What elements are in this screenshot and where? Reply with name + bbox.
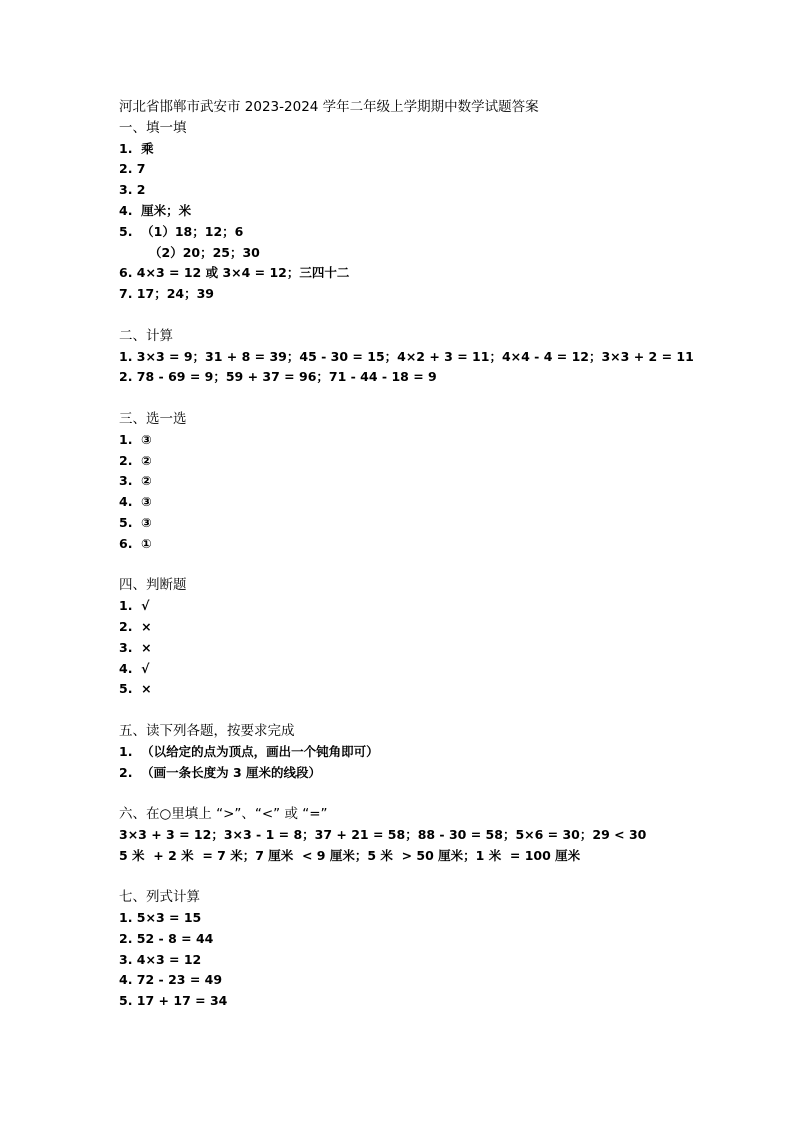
answer-line: 2. （画一条长度为 3 厘米的线段） <box>119 764 322 780</box>
answer-line: 4. 72 - 23 = 49 <box>119 972 223 988</box>
answer-line: 2. ② <box>119 452 152 468</box>
answer-line: 5. （1）18；12；6 <box>119 223 244 239</box>
answer-line: 1. 3×3 = 9；31 + 8 = 39；45 - 30 = 15；4×2 + 3 = 11；4×4 - 4 = 12；3×3 + 2 = 11 <box>119 348 694 364</box>
section-spacer <box>119 700 739 721</box>
section-heading-read-and-complete: 五、读下列各题，按要求完成 <box>119 722 295 739</box>
answer-document <box>119 97 739 1012</box>
answer-line: 5 米 + 2 米 = 7 米；7 厘米 < 9 厘米；5 米 > 50 厘米；1 米 = 100 厘米 <box>119 847 581 863</box>
answer-line: 5. 17 + 17 = 34 <box>119 993 228 1009</box>
answer-line: （2）20；25；30 <box>149 244 260 260</box>
document-title: 河北省邯郸市武安市 2023-2024 学年二年级上学期期中数学试题答案 <box>119 99 539 115</box>
answer-line: 5. ③ <box>119 514 152 530</box>
answer-line: 2. 78 - 69 = 9；59 + 37 = 96；71 - 44 - 18 = 9 <box>119 369 437 385</box>
answer-line: 2. 7 <box>119 161 146 177</box>
section-heading-fill-in: 一、填一填 <box>119 119 187 136</box>
answer-line: 1. 5×3 = 15 <box>119 910 202 926</box>
answer-line: 1. （以给定的点为顶点，画出一个钝角即可） <box>119 743 379 759</box>
answer-line: 3. ② <box>119 473 152 489</box>
answer-line: 2. × <box>119 618 152 634</box>
section-spacer <box>119 305 739 326</box>
answer-line: 5. × <box>119 681 152 697</box>
section-heading-calculate: 二、计算 <box>119 327 173 344</box>
answer-line: 7. 17；24；39 <box>119 286 214 302</box>
section-heading-equation: 七、列式计算 <box>119 889 200 906</box>
answer-line: 4. ③ <box>119 494 152 510</box>
answer-line: 3×3 + 3 = 12；3×3 - 1 = 8；37 + 21 = 58；88 - 30 = 58；5×6 = 30；29 < 30 <box>119 826 647 842</box>
section-spacer <box>119 783 739 804</box>
answer-line: 1. ③ <box>119 431 152 447</box>
answer-line: 4. √ <box>119 660 150 676</box>
answer-line: 1. √ <box>119 598 150 614</box>
section-heading-true-false: 四、判断题 <box>119 577 187 594</box>
section-spacer <box>119 555 739 576</box>
answer-line: 6. ① <box>119 535 152 551</box>
answer-line: 3. 4×3 = 12 <box>119 951 202 967</box>
answer-line: 3. × <box>119 639 152 655</box>
answer-line: 6. 4×3 = 12 或 3×4 = 12；三四十二 <box>119 265 350 281</box>
answer-line: 1. 乘 <box>119 140 154 156</box>
section-spacer <box>119 866 739 887</box>
answer-line: 3. 2 <box>119 182 146 198</box>
section-spacer <box>119 388 739 409</box>
section-heading-choose: 三、选一选 <box>119 410 187 427</box>
answer-line: 4. 厘米；米 <box>119 202 192 218</box>
section-heading-compare: 六、在○里填上 “>”、“<” 或 “=” <box>119 806 328 823</box>
answer-line: 2. 52 - 8 = 44 <box>119 930 214 946</box>
